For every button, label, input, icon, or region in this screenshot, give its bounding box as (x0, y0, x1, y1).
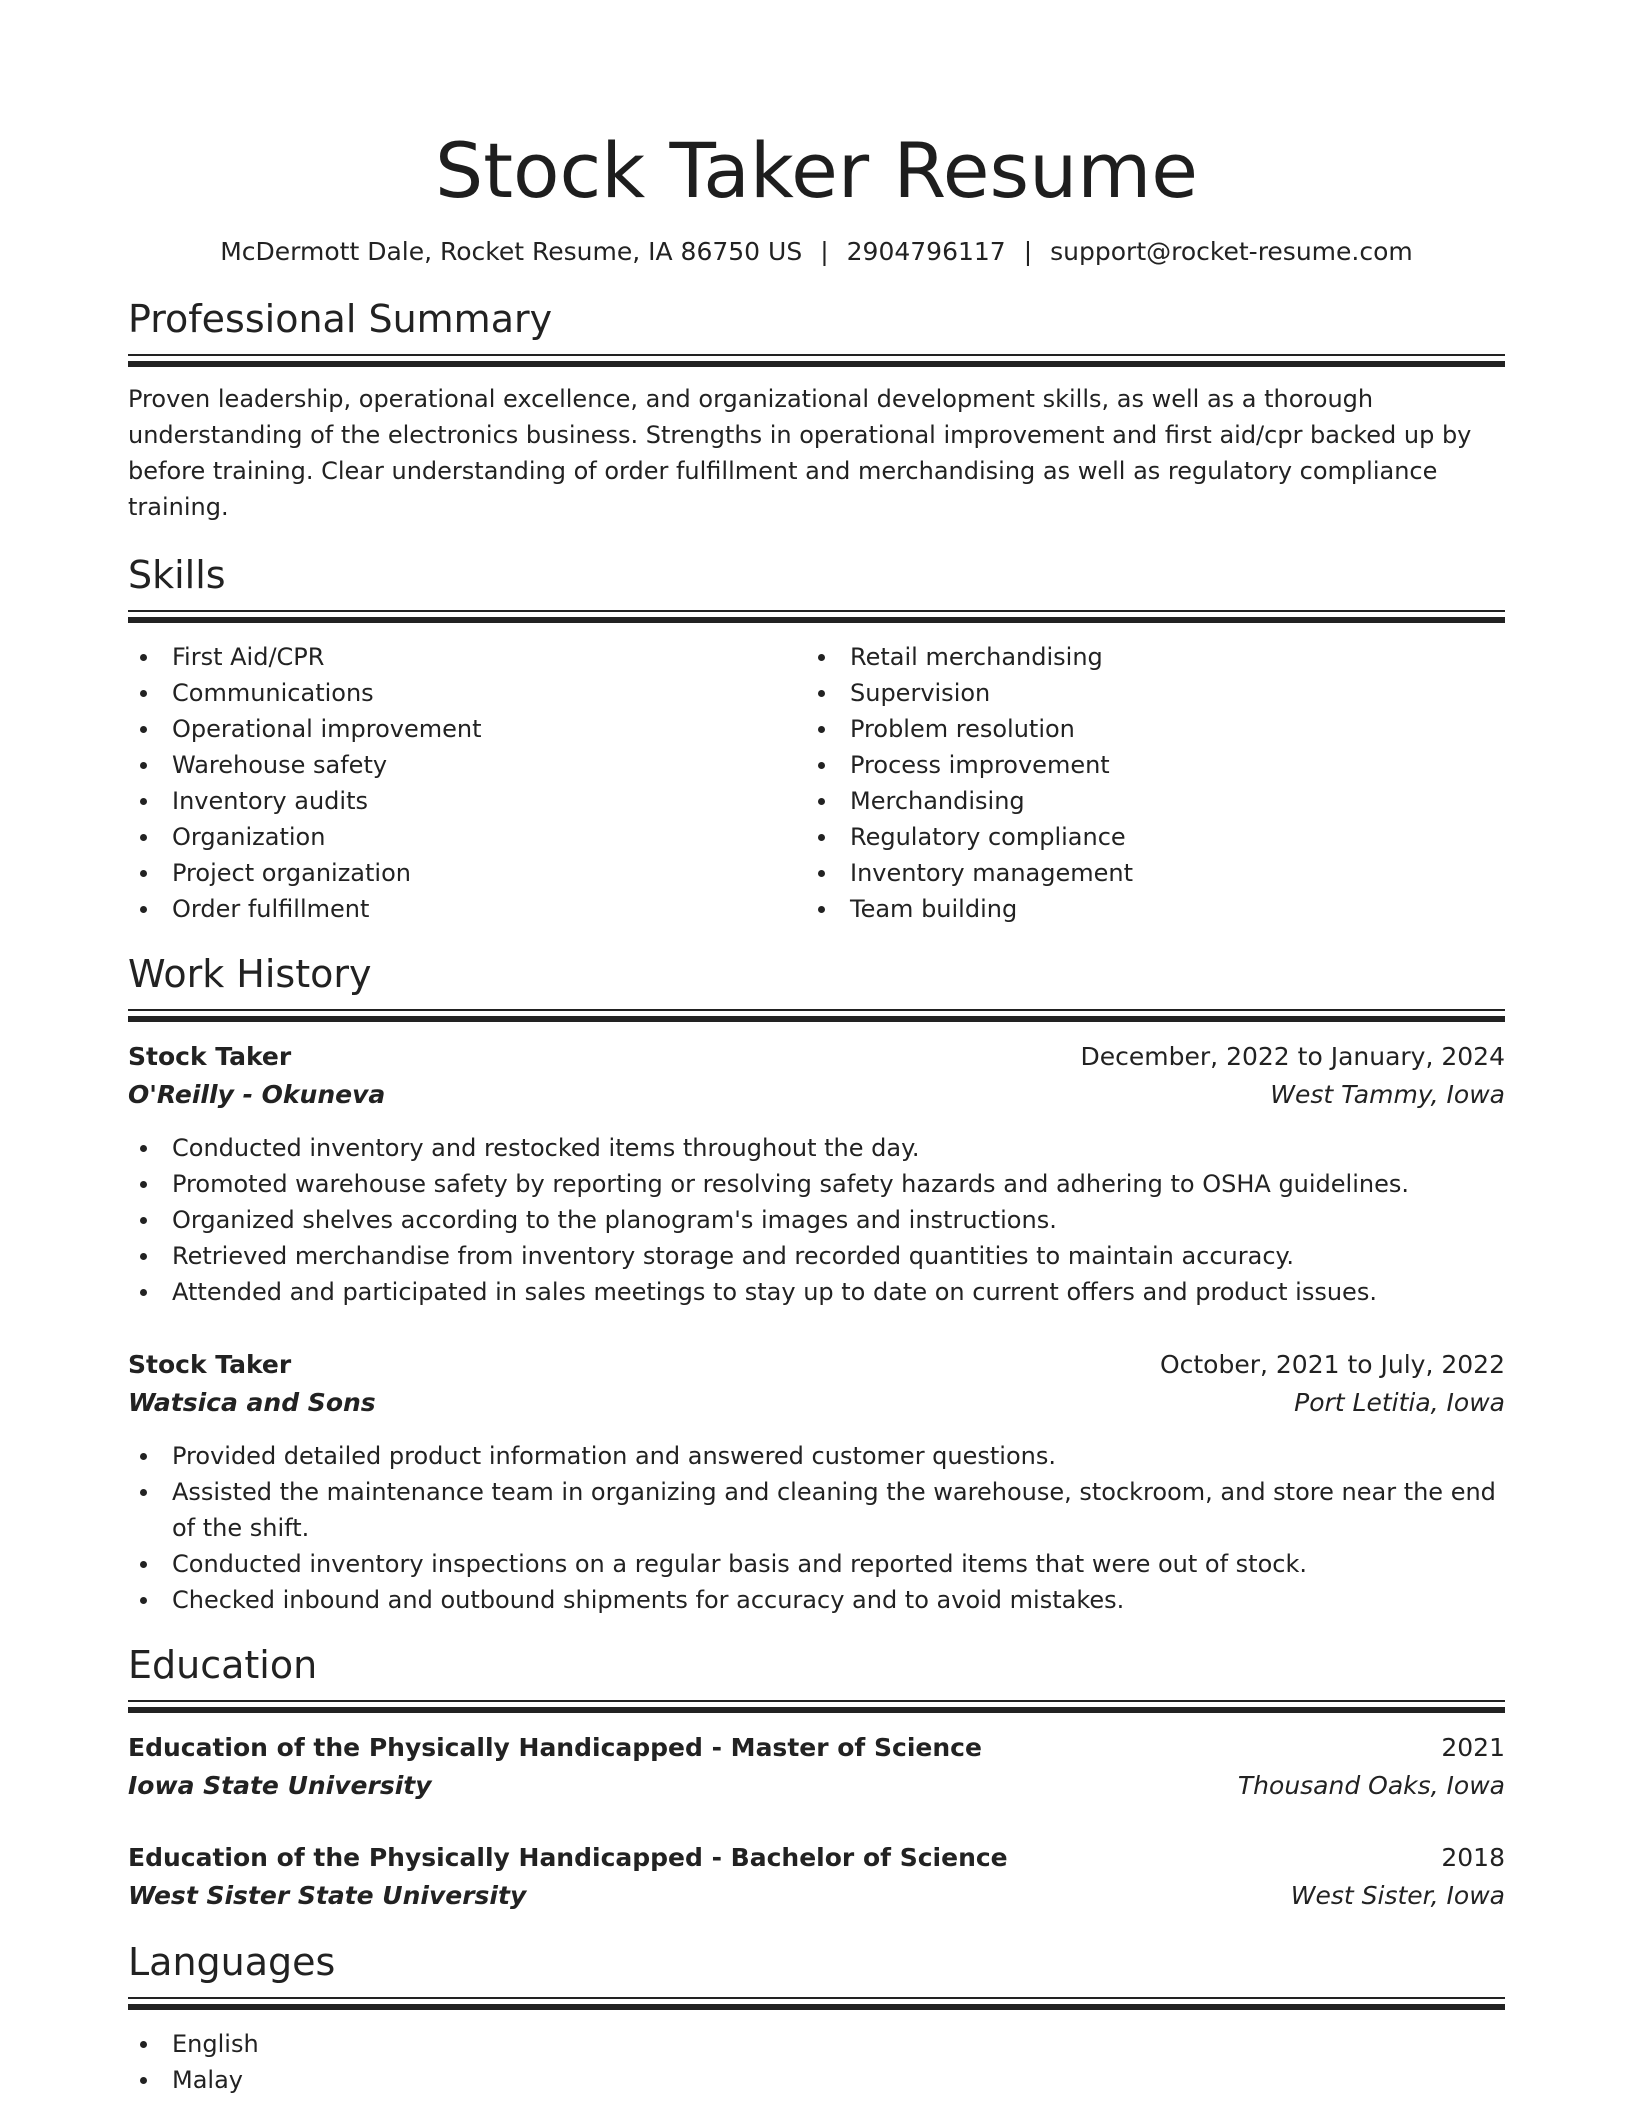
job-bullet: Checked inbound and outbound shipments for accuracy and to avoid mistakes. (128, 1582, 1505, 1618)
skill-item: First Aid/CPR (128, 639, 806, 675)
summary-heading: Professional Summary (128, 297, 553, 341)
skill-item: Supervision (806, 675, 1484, 711)
work-heading: Work History (128, 952, 372, 996)
education-header (128, 1839, 1505, 1877)
job-location: Port Letitia, Iowa (1294, 1388, 1505, 1417)
job-subheader (128, 1384, 1505, 1422)
skill-item: Process improvement (806, 747, 1484, 783)
skills-heading: Skills (128, 553, 226, 597)
skill-item: Inventory audits (128, 783, 806, 819)
job-bullet: Assisted the maintenance team in organizing and cleaning the warehouse, stockroom, and store near the end of the shift. (128, 1474, 1505, 1546)
education-year: 2021 (1441, 1733, 1505, 1762)
language-item: English (128, 2026, 1505, 2062)
skills-list-right (806, 639, 1484, 927)
education-degree: Education of the Physically Handicapped - Master of Science (128, 1733, 982, 1762)
job-bullets (128, 1130, 1505, 1310)
job-bullet: Conducted inventory and restocked items throughout the day. (128, 1130, 1505, 1166)
education-degree: Education of the Physically Handicapped - Bachelor of Science (128, 1843, 1008, 1872)
languages-list (128, 2026, 1505, 2098)
job-entry (128, 1346, 1505, 1618)
job-dates: December, 2022 to January, 2024 (1080, 1042, 1505, 1071)
skills-section (128, 550, 1505, 927)
summary-section (128, 294, 1505, 525)
skill-item: Merchandising (806, 783, 1484, 819)
skill-item: Inventory management (806, 855, 1484, 891)
job-bullet: Promoted warehouse safety by reporting or resolving safety hazards and adhering to OSHA guidelines. (128, 1166, 1505, 1202)
contact-phone: 2904796117 (846, 237, 1006, 266)
skill-item: Retail merchandising (806, 639, 1484, 675)
contact-line (128, 234, 1505, 270)
education-school: West Sister State University (128, 1881, 527, 1910)
education-year: 2018 (1441, 1843, 1505, 1872)
skill-item: Problem resolution (806, 711, 1484, 747)
resume-title: Stock Taker Resume (434, 126, 1199, 215)
job-bullet: Organized shelves according to the planogram's images and instructions. (128, 1202, 1505, 1238)
contact-email: support@rocket-resume.com (1050, 237, 1413, 266)
education-location: Thousand Oaks, Iowa (1237, 1771, 1505, 1800)
education-entry (128, 1729, 1505, 1805)
job-header (128, 1346, 1505, 1384)
contact-separator: | (820, 237, 829, 266)
job-bullet: Provided detailed product information and answered customer questions. (128, 1438, 1505, 1474)
skills-list-left (128, 639, 806, 927)
job-location: West Tammy, Iowa (1270, 1080, 1505, 1109)
resume-page (128, 0, 1505, 2098)
work-section (128, 949, 1505, 1618)
job-title: Stock Taker (128, 1042, 292, 1071)
education-heading: Education (128, 1643, 318, 1687)
job-bullets (128, 1438, 1505, 1618)
languages-heading: Languages (128, 1940, 336, 1984)
skill-item: Project organization (128, 855, 806, 891)
contact-separator: | (1023, 237, 1033, 266)
job-bullet: Conducted inventory inspections on a regular basis and reported items that were out of stock. (128, 1546, 1505, 1582)
job-subheader (128, 1076, 1505, 1114)
section-divider (128, 1997, 1505, 2010)
job-bullet: Retrieved merchandise from inventory storage and recorded quantities to maintain accuracy. (128, 1238, 1505, 1274)
education-entry (128, 1839, 1505, 1915)
language-item: Malay (128, 2062, 1505, 2098)
contact-address: McDermott Dale, Rocket Resume, IA 86750 US (220, 237, 803, 266)
education-location: West Sister, Iowa (1290, 1881, 1505, 1910)
section-divider (128, 354, 1505, 367)
job-entry (128, 1038, 1505, 1310)
skill-item: Warehouse safety (128, 747, 806, 783)
education-subheader (128, 1877, 1505, 1915)
section-divider (128, 610, 1505, 623)
education-subheader (128, 1767, 1505, 1805)
education-school: Iowa State University (128, 1771, 432, 1800)
education-section (128, 1640, 1505, 1915)
section-divider (128, 1700, 1505, 1713)
skill-item: Operational improvement (128, 711, 806, 747)
skill-item: Order fulfillment (128, 891, 806, 927)
skill-item: Regulatory compliance (806, 819, 1484, 855)
job-company: O'Reilly - Okuneva (128, 1080, 386, 1109)
skill-item: Team building (806, 891, 1484, 927)
summary-text: Proven leadership, operational excellence, and organizational development skills, as well as a thorough understanding of the electronics business. Strengths in operational improvement and first aid/cpr backed up by before training. Clear understanding of order fulfillment and merchandising as well as regulatory compliance training. (128, 385, 1472, 521)
skill-item: Organization (128, 819, 806, 855)
job-bullet: Attended and participated in sales meetings to stay up to date on current offers and product issues. (128, 1274, 1505, 1310)
skills-columns (128, 639, 1505, 927)
languages-section (128, 1937, 1505, 2098)
job-company: Watsica and Sons (128, 1388, 376, 1417)
skill-item: Communications (128, 675, 806, 711)
job-dates: October, 2021 to July, 2022 (1159, 1350, 1505, 1379)
job-title: Stock Taker (128, 1350, 292, 1379)
education-header (128, 1729, 1505, 1767)
section-divider (128, 1009, 1505, 1022)
job-header (128, 1038, 1505, 1076)
